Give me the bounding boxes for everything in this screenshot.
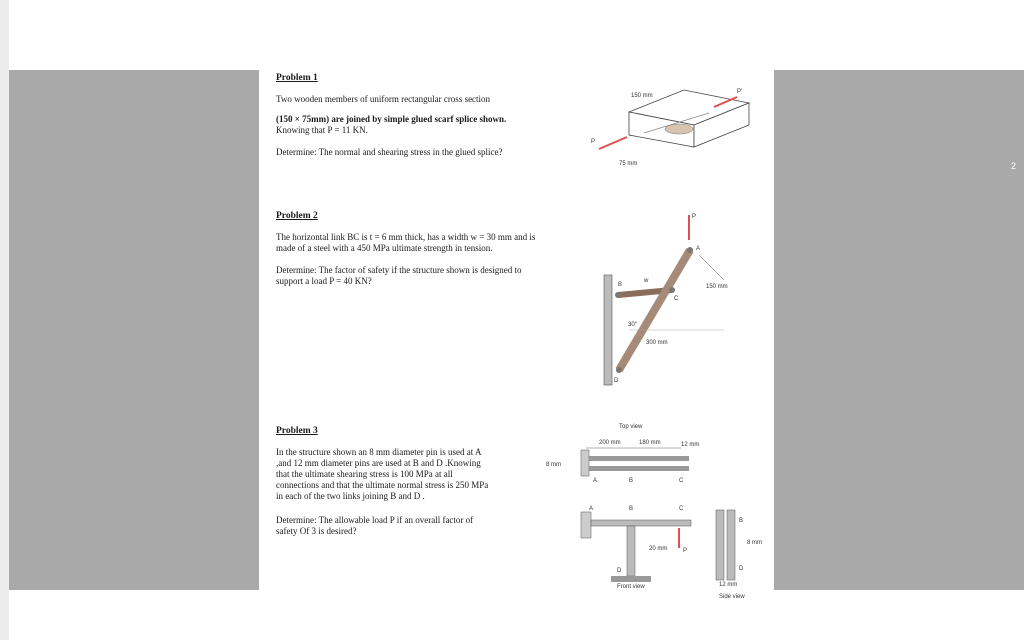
top-bar [0, 0, 1024, 70]
problem-3-heading: Problem 3 [276, 426, 318, 436]
label-p: P [692, 214, 697, 220]
problem-3-line: connections and that the ultimate normal stress is 250 MPa [276, 480, 489, 490]
problem-3-determine: Determine: The allowable load P if an overall factor of [276, 515, 474, 525]
load-label-p: P [591, 139, 596, 145]
problem-2-line: made of a steel with a 450 MPa ultimate strength in tension. [276, 243, 493, 253]
front-view-label: Front view [617, 584, 645, 590]
dim-150: 150 mm [631, 93, 653, 99]
problem-1-line: Two wooden members of uniform rectangular cross section [276, 94, 491, 104]
label-angle: 30° [628, 322, 638, 328]
problem-2-line: support a load P = 40 KN? [276, 276, 372, 286]
front-a: A [589, 506, 594, 512]
side-d: D [739, 566, 744, 572]
label-a: A [696, 246, 701, 252]
front-p: P [683, 548, 688, 554]
left-edge [0, 0, 9, 640]
side-dim-8: 8 mm [747, 540, 762, 546]
label-300: 300 mm [646, 340, 668, 346]
problem-1-heading: Problem 1 [276, 73, 318, 83]
dim-180: 180 mm [639, 440, 661, 446]
top-c: C [679, 478, 684, 484]
problem-2-determine: Determine: The factor of safety if the structure shown is designed to [276, 265, 522, 275]
label-b: B [618, 282, 623, 288]
label-w: w [644, 278, 649, 284]
label-d: D [614, 378, 619, 384]
dim-200: 200 mm [599, 440, 621, 446]
problem-1-line: (150 × 75mm) are joined by simple glued scarf splice shown. [276, 114, 507, 124]
problem-3-figure [541, 420, 771, 600]
problem-3-line: safety Of 3 is desired? [276, 526, 357, 536]
label-c: C [674, 296, 679, 302]
problem-3-line: ,and 12 mm diameter pins are used at B and D .Knowing [276, 458, 481, 468]
side-dim-12: 12 mm [719, 582, 738, 588]
problem-1-figure [589, 85, 749, 175]
front-b: B [629, 506, 634, 512]
dim-20: 20 mm [649, 546, 668, 552]
load-label-p-prime: P' [737, 89, 743, 95]
problem-2-line: The horizontal link BC is t = 6 mm thick, has a width w = 30 mm and is [276, 232, 536, 242]
top-a: A [593, 478, 598, 484]
top-view-label: Top view [619, 424, 643, 430]
dim-8: 8 mm [546, 462, 561, 468]
problem-2-figure [604, 210, 744, 390]
document-page[interactable] [259, 70, 774, 600]
problem-1-determine: Determine: The normal and shearing stress in the glued splice? [276, 147, 503, 157]
dim-75: 75 mm [619, 161, 638, 167]
top-b: B [629, 478, 634, 484]
bottom-bar [0, 590, 1024, 640]
dim-12: 12 mm [681, 442, 700, 448]
label-150: 150 mm [706, 284, 728, 290]
problem-1-line: Knowing that P = 11 KN. [276, 125, 368, 135]
problem-2-heading: Problem 2 [276, 211, 318, 221]
front-d: D [617, 568, 622, 574]
problem-3-line: In the structure shown an 8 mm diameter pin is used at A [276, 447, 482, 457]
problem-3-line: in each of the two links joining B and D . [276, 491, 425, 501]
problem-3-line: that the ultimate shearing stress is 100 MPa at all [276, 469, 453, 479]
side-b: B [739, 518, 744, 524]
front-c: C [679, 506, 684, 512]
side-view-label: Side view [719, 594, 745, 600]
page-number: 2 [1011, 161, 1017, 171]
